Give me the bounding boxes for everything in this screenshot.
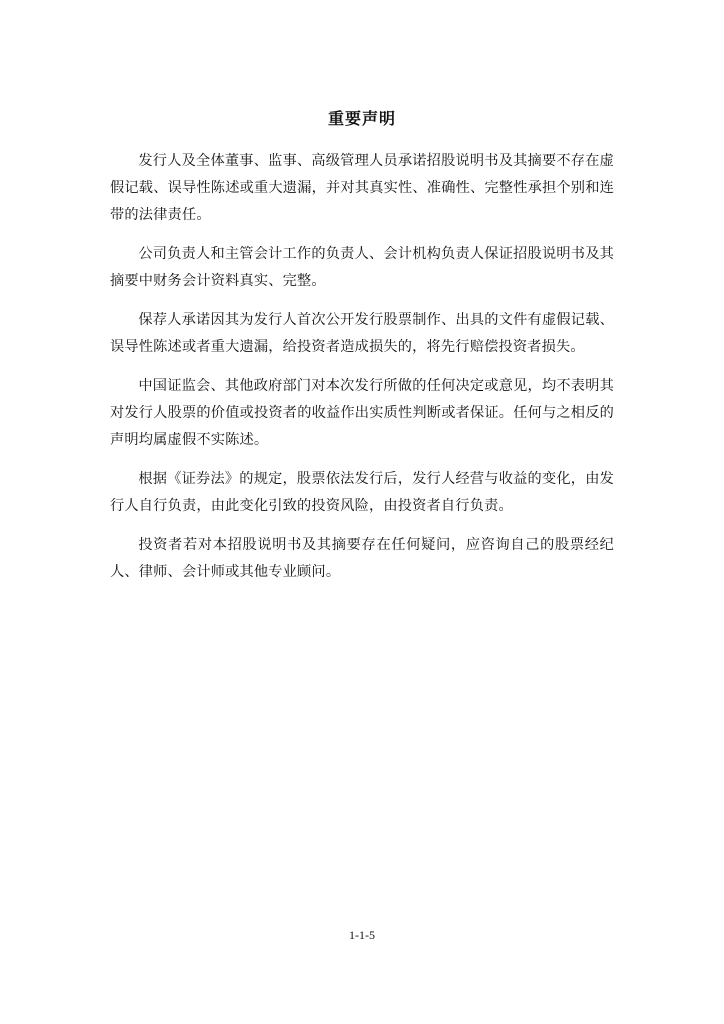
paragraph-investor-advice: 投资者若对本招股说明书及其摘要存在任何疑问，应咨询自己的股票经纪人、律师、会计师或其他专业顾问。 <box>110 537 614 580</box>
page-number: 1-1-5 <box>349 928 375 942</box>
paragraph-sponsor-commitment: 保荐人承诺因其为发行人首次公开发行股票制作、出具的文件有虚假记载、误导性陈述或者重大遗漏，给投资者造成损失的，将先行赔偿投资者损失。 <box>110 312 614 355</box>
statement-body <box>110 148 614 598</box>
paragraph-financial-guarantee: 公司负责人和主管会计工作的负责人、会计机构负责人保证招股说明书及其摘要中财务会计资料真实、完整。 <box>110 246 614 289</box>
paragraph-investment-risk: 根据《证券法》的规定，股票依法发行后，发行人经营与收益的变化，由发行人自行负责，由此变化引致的投资风险，由投资者自行负责。 <box>110 471 614 514</box>
page-title: 重要声明 <box>327 109 396 128</box>
paragraph-regulator-disclaimer: 中国证监会、其他政府部门对本次发行所做的任何决定或意见，均不表明其对发行人股票的价值或投资者的收益作出实质性判断或者保证。任何与之相反的声明均属虚假不实陈述。 <box>110 378 614 448</box>
paragraph-issuer-commitment: 发行人及全体董事、监事、高级管理人员承诺招股说明书及其摘要不存在虚假记载、误导性陈述或重大遗漏，并对其真实性、准确性、完整性承担个别和连带的法律责任。 <box>110 153 614 223</box>
